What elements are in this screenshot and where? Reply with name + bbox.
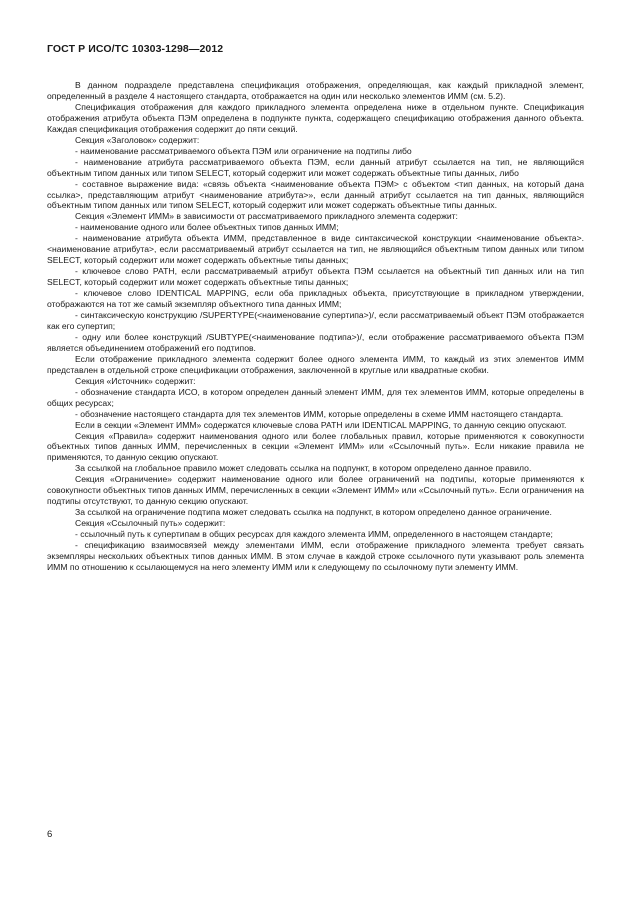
page-number: 6 [47,829,53,840]
document-body [47,80,584,573]
list-item: - наименование одного или более объектных типов данных ИММ; [75,222,339,233]
paragraph: Секция «Заголовок» содержит: [75,134,200,145]
list-item: - ключевое слово IDENTICAL MAPPING, если оба прикладных объекта, присутствующие в прикладном утверждении, отображаются на тот же самый экземпляр объектного типа данных ИММ; [47,288,584,310]
list-item: - ключевое слово PATH, если рассматриваемый атрибут объекта ПЭМ ссылается на объектный тип данных или на тип SELECT, который содержит или может содержать объектные типы данных; [47,266,584,288]
list-item: - наименование рассматриваемого объекта ПЭМ или ограничение на подтипы либо [75,145,412,156]
list-item: - обозначение настоящего стандарта для тех элементов ИММ, которые определены в схеме ИММ настоящего стандарта. [75,408,564,419]
paragraph: За ссылкой на глобальное правило может следовать ссылка на подпункт, в котором определено данное правило. [75,463,532,474]
list-item: - синтаксическую конструкцию /SUPERTYPE(<наименование супертипа>)/, если рассматриваемый объект ПЭМ отображается как его супертип; [47,310,584,331]
paragraph: Секция «Источник» содержит: [75,375,196,386]
list-item: - наименование атрибута рассматриваемого объекта ПЭМ, если данный атрибут ссылается на тип, не являющийся объектным типом данных или типом SELECT, который содержит или может содержать объектные типы данных, либо [47,156,584,178]
list-item: - наименование атрибута объекта ИММ, представленное в виде синтаксической конструкции <наименование объекта>.<наименование атрибута>, если рассматриваемый атрибут ссылается на тип, не являющийся объектным типом данных или типом SELECT, который содержит или может содержать объектные типы данных; [47,233,584,266]
paragraph: Секция «Ссылочный путь» содержит: [75,518,226,529]
paragraph: Спецификация отображения для каждого прикладного элемента определена ниже в отдельном пункте. Спецификация отображения атрибута объекта ПЭМ определена в подпункте пункта, содержащего спецификацию отображения данного объекта. Каждая спецификация отображения содержит до пяти секций. [47,101,584,134]
list-item: - составное выражение вида: «связь объекта <наименование объекта ПЭМ> с объектом <тип данных, на который дана ссылка>, представляющим атрибут <наименование атрибута>», если данный атрибут ссылается на тип данных, являющийся объектным типом данных или типом SELECT, который содержит или может содержать объектные типы данных. [47,178,584,211]
paragraph: За ссылкой на ограничение подтипа может следовать ссылка на подпункт, в котором определено данное ограничение. [75,507,552,518]
list-item: - спецификацию взаимосвязей между элементами ИММ, если отображение прикладного элемента требует связать экземпляры нескольких объектных типов данных ИММ. В этом случае в каждой строке ссылочного пути указывают роль элемента ИММ по отношению к ссылающемуся на него элементу ИММ или к следующему по ссылочному пути элементу ИММ. [47,540,584,572]
paragraph: Секция «Ограничение» содержит наименование одного или более ограничений на подтипы, которые применяются к совокупности объектных типов данных ИММ, перечисленных в секции «Элемент ИММ» или «Ссылочный путь». Если ограничения на подтипы отсутствуют, то данную секцию опускают. [47,474,584,507]
paragraph: Если в секции «Элемент ИММ» содержатся ключевые слова PATH или IDENTICAL MAPPING, то данную секцию опускают. [75,419,567,430]
document-header: ГОСТ Р ИСО/ТС 10303-1298—2012 [47,43,224,55]
paragraph: Секция «Элемент ИММ» в зависимости от рассматриваемого прикладного элемента содержит: [75,211,458,222]
paragraph: Секция «Правила» содержит наименования одного или более глобальных правил, которые применяются к совокупности объектных типов данных ИММ, перечисленных в секции «Элемент ИММ» или «Ссылочный путь». Если никакие правила не применяются, то данную секцию опускают. [47,430,584,463]
list-item: - ссылочный путь к супертипам в общих ресурсах для каждого элемента ИММ, определенного в настоящем стандарте; [75,529,553,540]
paragraph: В данном подразделе представлена спецификация отображения, определяющая, как каждый прикладной элемент, определенный в разделе 4 настоящего стандарта, отображается на один или несколько элементов ИММ (см. 5.2). [47,80,584,101]
list-item: - одну или более конструкций /SUBTYPE(<наименование подтипа>)/, если отображение рассматриваемого объекта ПЭМ является объединением отображений его подтипов. [47,331,584,353]
list-item: - обозначение стандарта ИСО, в котором определен данный элемент ИММ, для тех элементов ИММ, которые определены в общих ресурсах; [47,386,584,408]
paragraph: Если отображение прикладного элемента содержит более одного элемента ИММ, то каждый из этих элементов ИММ представлен в отдельной строке спецификации отображения, заключенной в круглые или квадратные скобки. [47,353,584,375]
